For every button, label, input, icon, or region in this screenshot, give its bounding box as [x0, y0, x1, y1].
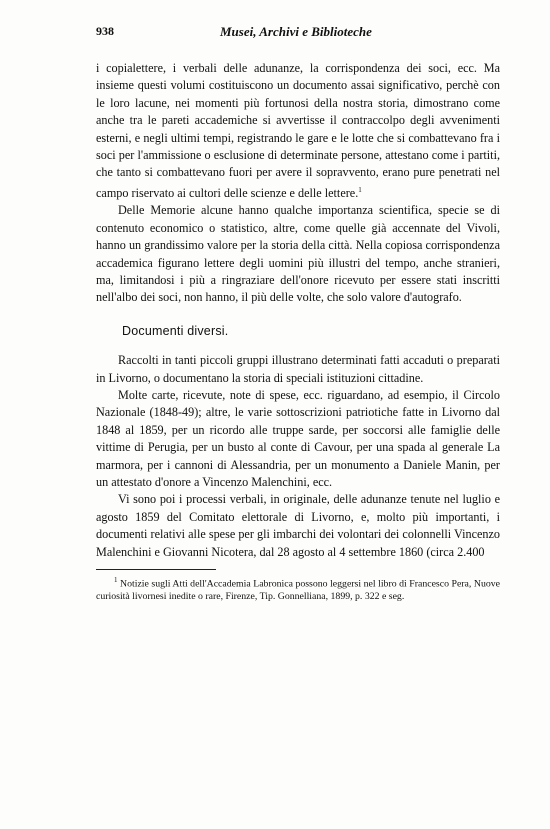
footnote: $^1$ Notizie sugli Atti dell'Accademia Labronica possono leggersi nel libro di Francesco Pera, Nuove curiosità livornesi inedite o rare, Firenze, Tip. Gonnelliana, 1899, p. 322 e seg.: [96, 576, 500, 603]
page-header: [96, 24, 500, 44]
page-number: 938: [96, 24, 114, 38]
section-heading: Documenti diversi.: [122, 323, 229, 338]
footnote-divider: [96, 569, 216, 570]
paragraph: Raccolti in tanti piccoli gruppi illustrano determinati fatti accaduti o preparati in Livorno, o documentano la storia di speciali istituzioni cittadine.: [96, 353, 500, 385]
footnote-mark: 1: [114, 576, 118, 585]
page: [96, 24, 500, 603]
running-title: Musei, Archivi e Biblioteche: [220, 24, 372, 39]
footnote-reference: 1: [358, 185, 362, 194]
paragraph: Molte carte, ricevute, note di spese, ecc. riguardano, ad esempio, il Circolo Nazionale (1848-49); altre, le varie sottoscrizioni patriotiche fatte in Livorno dal 1848 al 1859, per un ricordo alle truppe sarde, per soccorsi alle famiglie delle vittime di Perugia, per un busto al conte di Cavour, per una spada al generale La marmora, per i cannoni di Alessandria, per un monumento a Daniele Manin, per un attestato d'onore a Vincenzo Malenchini, ecc.: [96, 387, 500, 489]
body-text: [96, 60, 500, 603]
paragraph: Delle Memorie alcune hanno qualche importanza scientifica, specie se di contenuto economico o statistico, altre, come quelle già accennate del Vivoli, hanno un grandissimo valore per la storia della città. Nella copiosa corrispondenza accademica figurano lettere degli uomini più illustri del tempo, anche stranieri, ma, limitandosi i più a ringraziare dell'onore ricevuto per essere stati inscritti nell'albo dei soci, non hanno, il più delle volte, che solo valore d'autografo.: [96, 203, 500, 305]
paragraph: i copialettere, i verbali delle adunanze, la corrispondenza dei soci, ecc. Ma insieme questi volumi costituiscono un documento assai significativo, perchè con le loro lacune, nei momenti più fortunosi della nostra storia, dimostrano come anche tra le pareti accademiche si avvertisse il contraccolpo degli avvenimenti esterni, e negli ultimi tempi, registrando le gare e le lotte che si combattevano fra i soci per l'ammissione o esclusione di determinate persone, attestano come i partiti, che tanto si combattevano fuori per avere il sopravvento, erano pure penetrati nel campo riservato ai cultori delle scienze e delle lettere.$^1$: [96, 61, 500, 200]
paragraph: Vi sono poi i processi verbali, in originale, delle adunanze tenute nel luglio e agosto 1859 del Comitato elettorale di Livorno, e, molto più importanti, i documenti relativi alle spese per gli imbarchi dei volontari dei colonnelli Vincenzo Malenchini e Giovanni Nicotera, dal 28 agosto al 4 settembre 1860 (circa 2.400: [96, 492, 500, 559]
